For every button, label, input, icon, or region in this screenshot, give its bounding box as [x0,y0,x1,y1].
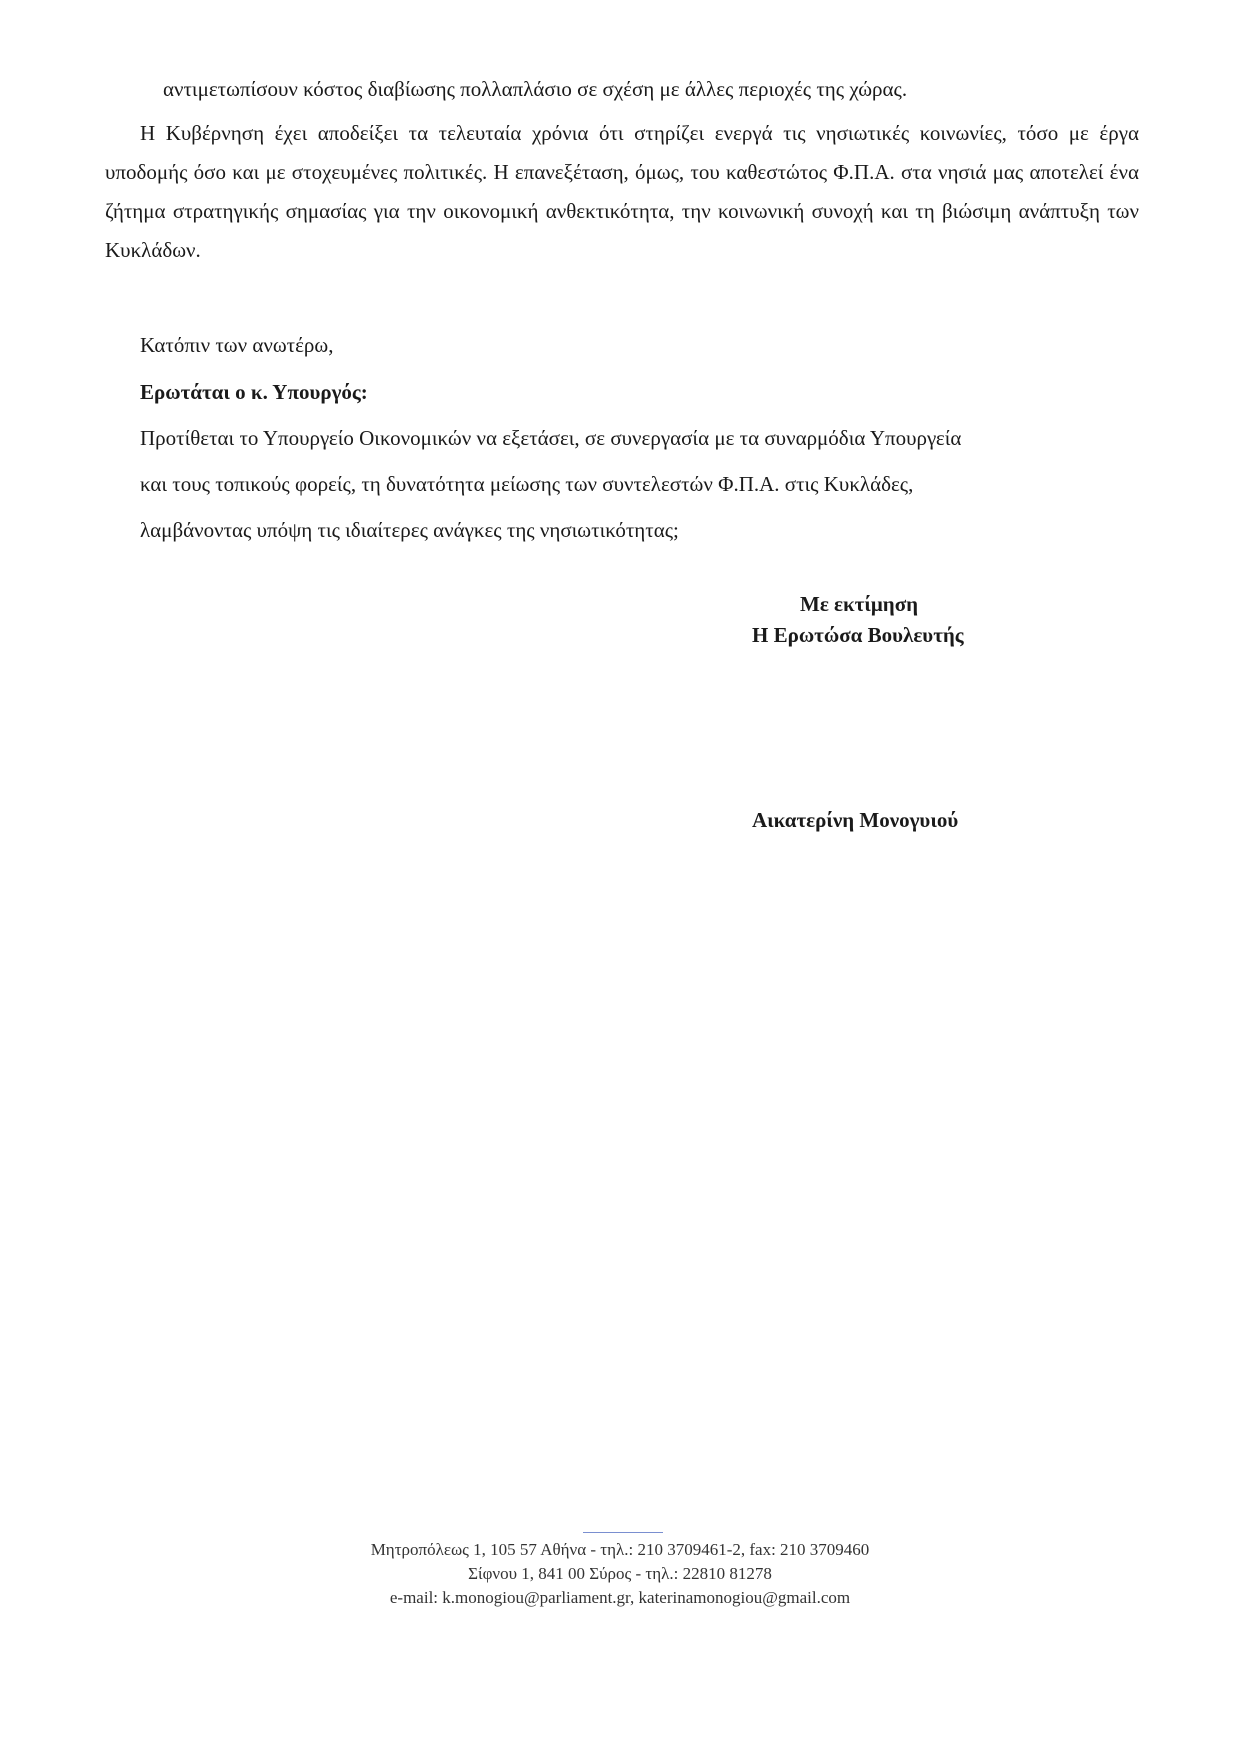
following-line: Κατόπιν των ανωτέρω, [140,333,334,357]
footer-divider [583,1532,663,1533]
signature-role: Η Ερωτώσα Βουλευτής [752,623,964,647]
question-line: λαμβάνοντας υπόψη τις ιδιαίτερες ανάγκες της νησιωτικότητας; [140,518,679,542]
signature-closing: Με εκτίμηση [800,592,919,616]
paragraph-continuation: αντιμετωπίσουν κόστος διαβίωσης πολλαπλάσιο σε σχέση με άλλες περιοχές της χώρας. [163,77,908,101]
footer-address-syros: Σίφνου 1, 841 00 Σύρος - τηλ.: 22810 81278 [468,1564,772,1583]
question-heading: Ερωτάται ο κ. Υπουργός: [140,380,368,404]
footer-email: e-mail: k.monogiou@parliament.gr, katerinamonogiou@gmail.com [389,1588,851,1607]
footer-address-athens: Μητροπόλεως 1, 105 57 Αθήνα - τηλ.: 210 3709461-2, fax: 210 3709460 [370,1540,870,1559]
question-line: Προτίθεται το Υπουργείο Οικονομικών να εξετάσει, σε συνεργασία με τα συναρμόδια Υπουργεία [140,426,962,450]
signature-name: Αικατερίνη Μονογυιού [752,808,959,832]
question-line: και τους τοπικούς φορείς, τη δυνατότητα μείωσης των συντελεστών Φ.Π.Α. στις Κυκλάδες, [140,472,914,496]
paragraph-government: Η Κυβέρνηση έχει αποδείξει τα τελευταία χρόνια ότι στηρίζει ενεργά τις νησιωτικές κοινωνίες, τόσο με έργα υποδομής όσο και με στοχευμένες πολιτικές. Η επανεξέταση, όμως, του καθεστώτος Φ.Π.Α. στα νησιά μας αποτελεί ένα ζήτημα στρατηγικής σημασίας για την οικονομική ανθεκτικότητα, την κοινωνική συνοχή και τη βιώσιμη ανάπτυξη των Κυκλάδων. [105,121,1139,262]
